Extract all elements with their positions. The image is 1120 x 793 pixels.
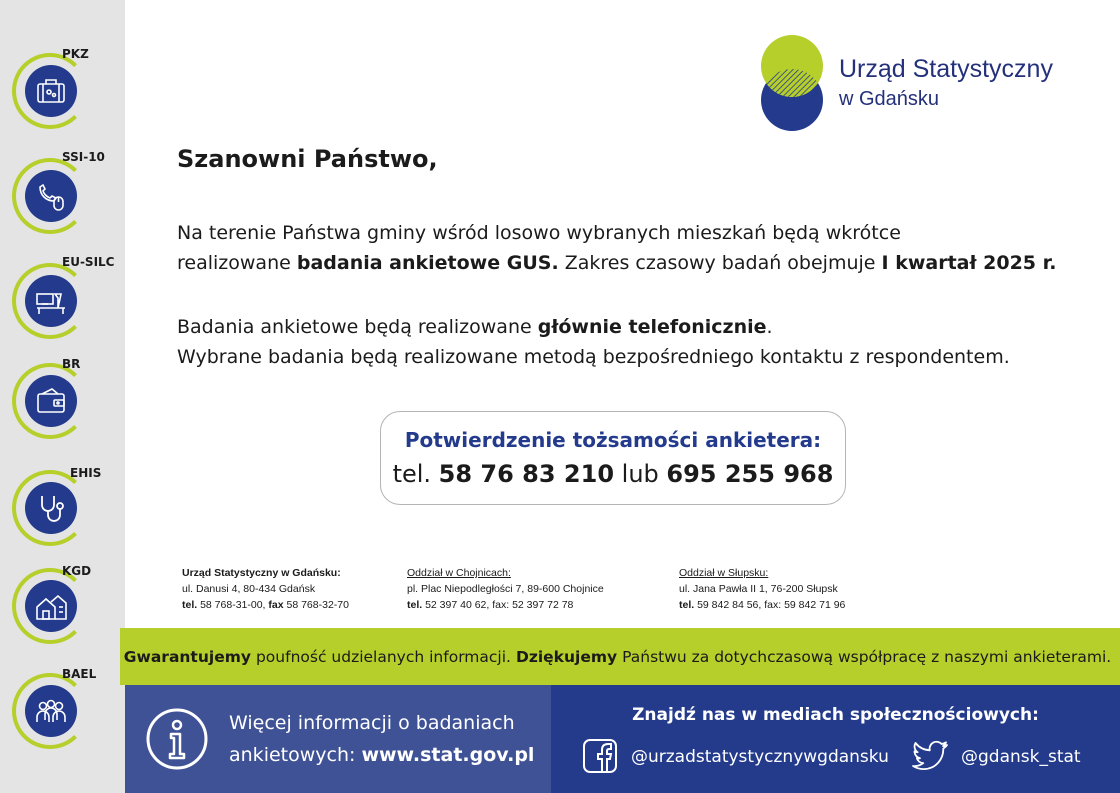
people-icon xyxy=(25,685,77,737)
survey-bael xyxy=(0,665,125,765)
greeting: Szanowni Państwo, xyxy=(177,145,438,173)
paragraph-2-line-1: Badania ankietowe będą realizowane głównie telefonicznie. xyxy=(177,316,773,338)
logo-mark xyxy=(760,34,830,132)
survey-code: SSI-10 xyxy=(62,150,105,164)
desk-lamp-icon xyxy=(25,275,77,327)
address-phone: tel. 58 768-31-00, fax 58 768-32-70 xyxy=(182,599,349,611)
address-phone: tel. 59 842 84 56, fax: 59 842 71 96 xyxy=(679,599,846,611)
survey-code: BR xyxy=(62,357,81,371)
thanks-bold: Dziękujemy xyxy=(515,647,618,666)
wallet-icon xyxy=(25,375,77,427)
survey-code: PKZ xyxy=(62,47,89,61)
info-icon xyxy=(145,707,209,771)
address-street: ul. Danusi 4, 80-434 Gdańsk xyxy=(182,583,316,595)
website-link[interactable]: www.stat.gov.pl xyxy=(361,744,535,766)
survey-code: EHIS xyxy=(70,466,102,480)
verification-box xyxy=(380,411,846,505)
gus-logo xyxy=(760,34,830,136)
survey-ssi10 xyxy=(0,150,125,250)
social-panel xyxy=(551,685,1120,793)
address-chojnice xyxy=(407,565,604,613)
paragraph-1 xyxy=(177,218,1057,278)
verification-phones: tel. 58 76 83 210 lub 695 255 968 xyxy=(392,460,834,488)
survey-sidebar xyxy=(0,0,125,793)
phone-number-1[interactable]: 58 76 83 210 xyxy=(438,460,615,488)
thanks-text: Państwu za dotychczasową współpracę z naszymi ankieterami. xyxy=(622,647,1112,666)
guarantee-text: poufność udzielanych informacji. xyxy=(255,647,511,666)
survey-ehis xyxy=(0,462,125,562)
survey-code: KGD xyxy=(62,564,92,578)
guarantee-bar xyxy=(120,628,1120,685)
survey-eu-silc xyxy=(0,255,125,355)
survey-pkz xyxy=(0,45,125,145)
guarantee-bold: Gwarantujemy xyxy=(123,647,251,666)
address-street: pl. Plac Niepodległości 7, 89-600 Chojnice xyxy=(407,583,604,595)
paragraph-2 xyxy=(177,312,1010,372)
address-slupsk xyxy=(679,565,845,613)
paragraph-2-line-2: Wybrane badania będą realizowane metodą bezpośredniego kontaktu z respondentem. xyxy=(177,346,1010,368)
suitcase-icon xyxy=(25,65,77,117)
house-icon xyxy=(25,580,77,632)
address-name: Oddział w Chojnicach: xyxy=(407,567,511,579)
logo-subtitle: w Gdańsku xyxy=(839,88,940,110)
social-title: Znajdź nas w mediach społecznościowych: xyxy=(632,705,1039,725)
paragraph-1-line-1: Na terenie Państwa gminy wśród losowo wybranych mieszkań będą wkrótce xyxy=(177,222,901,244)
address-name: Urząd Statystyczny w Gdańsku: xyxy=(182,567,341,579)
more-info-line-1: Więcej informacji o badaniach xyxy=(229,712,515,734)
address-name: Oddział w Słupsku: xyxy=(679,567,769,579)
logo-title: Urząd Statystyczny xyxy=(839,55,1053,83)
more-info-line-2: ankietowych: www.stat.gov.pl xyxy=(229,744,535,766)
survey-kgd xyxy=(0,560,125,660)
address-gdansk xyxy=(182,565,349,613)
address-street: ul. Jana Pawła II 1, 76-200 Słupsk xyxy=(679,583,838,595)
twitter-icon[interactable] xyxy=(911,740,949,774)
twitter-handle[interactable]: @gdansk_stat xyxy=(961,747,1081,767)
verification-title: Potwierdzenie tożsamości ankietera: xyxy=(404,428,822,452)
address-phone: tel. 52 397 40 62, fax: 52 397 72 78 xyxy=(407,599,574,611)
paragraph-1-line-2: realizowane badania ankietowe GUS. Zakres czasowy badań obejmuje I kwartał 2025 r. xyxy=(177,252,1057,274)
facebook-handle[interactable]: @urzadstatystycznywgdansku xyxy=(631,747,889,767)
survey-br xyxy=(0,355,125,455)
more-info-panel xyxy=(125,685,551,793)
phone-number-2[interactable]: 695 255 968 xyxy=(666,460,834,488)
survey-code: BAEL xyxy=(62,667,97,681)
survey-code: EU-SILC xyxy=(62,255,115,269)
stethoscope-icon xyxy=(25,482,77,534)
facebook-icon[interactable] xyxy=(582,738,618,774)
more-info-text xyxy=(229,707,534,771)
phone-mouse-icon xyxy=(25,170,77,222)
